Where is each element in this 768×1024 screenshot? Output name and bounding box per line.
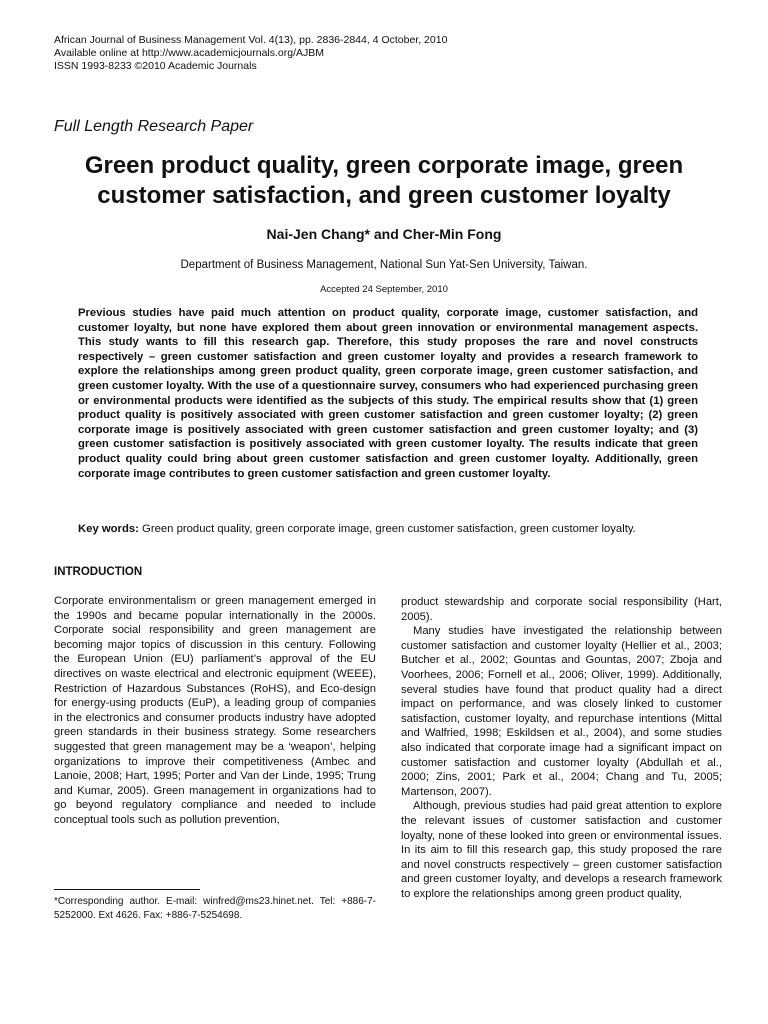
- keywords-label: Key words:: [78, 523, 139, 535]
- right-column: [401, 595, 722, 901]
- paper-title: Green product quality, green corporate image, green customer satisfaction, and green customer loyalty: [84, 152, 684, 209]
- body-paragraph: Corporate environmentalism or green management emerged in the 1990s and became popular internationally in the 2000s. Corporate social responsibility and green management are becoming major topics of discussion in this century. Following the European Union (EU) parliament’s approval of the EU directives on waste electrical and electronic equipment (WEEE), Restriction of Hazardous Substances (RoHS), and Eco-design for energy-using products (EuP), a leading group of companies in the electronics and consumer products industry have adopted green standards in their business strategy. Some researchers suggested that green management may be a ‘weapon’, helping organizations to improve their competitiveness (Ambec and Lanoie, 2008; Hart, 1995; Porter and Van der Linde, 1995; Trung and Kumar, 2005). Green management in organizations had to go beyond regulatory compliance and needed to include conceptual tools such as pollution prevention,: [54, 595, 376, 826]
- corresponding-author-footnote: *Corresponding author. E-mail: winfred@ms23.hinet.net. Tel: +886-7-5252000. Ext 4626. Fax: +886-7-5254698.: [54, 896, 376, 921]
- keywords-text: Green product quality, green corporate image, green customer satisfaction, green customer loyalty.: [138, 523, 636, 535]
- accepted-date: Accepted 24 September, 2010: [320, 284, 448, 295]
- body-paragraph: Many studies have investigated the relationship between customer satisfaction and customer loyalty (Hellier et al., 2003; Butcher et al., 2002; Gountas and Gountas, 2007; Zboja and Voorhees, 2006; Fornell et al., 2006; Oliver, 1999). Additionally, several studies have found that product quality had a direct impact on performance, and was closely linked to customer satisfaction, customer loyalty, and repurchase intentions (Mittal and Walfried, 1998; Eskildsen et al., 2004), and some studies also indicated that corporate image had a significant impact on customer satisfaction and customer loyalty (Abdullah et al., 2000; Zins, 2001; Park et al., 2004; Chang and Tu, 2005; Martenson, 2007).: [401, 625, 722, 798]
- section-heading-introduction: INTRODUCTION: [54, 566, 143, 578]
- keywords: [78, 522, 718, 536]
- left-column: [54, 594, 376, 828]
- journal-header: [54, 34, 714, 73]
- body-paragraph: Although, previous studies had paid great attention to explore the relevant issues of customer satisfaction and customer loyalty, none of these looked into green or environmental issues. In its aim to fill this research gap, this study proposed the rare and novel constructs respectively – green customer satisfaction and green customer loyalty, and develops a research framework to explore the relationships among green product quality,: [401, 800, 722, 900]
- journal-citation: African Journal of Business Management Vol. 4(13), pp. 2836-2844, 4 October, 2010: [54, 34, 448, 46]
- footnote-divider: [54, 889, 200, 890]
- author-list: Nai-Jen Chang* and Cher-Min Fong: [266, 226, 502, 242]
- journal-url: Available online at http://www.academicjournals.org/AJBM: [54, 47, 325, 59]
- journal-issn: ISSN 1993-8233 ©2010 Academic Journals: [54, 60, 257, 72]
- body-paragraph: product stewardship and corporate social responsibility (Hart, 2005).: [401, 596, 722, 623]
- paper-type: Full Length Research Paper: [54, 118, 254, 135]
- abstract: Previous studies have paid much attention on product quality, corporate image, customer satisfaction, and customer loyalty, but none have explored them about green innovation or environmental management aspects. This study wants to fill this research gap. Therefore, this study proposes the rare and novel constructs respectively – green customer satisfaction and green customer loyalty and provides a research framework to explore the relationships among green product quality, green corporate image, green customer satisfaction, and green customer loyalty. With the use of a questionnaire survey, consumers who had experienced purchasing green or environmental products were identified as the subjects of this study. The empirical results show that (1) green product quality is positively associated with green customer satisfaction and green customer loyalty; (2) green corporate image is positively associated with green customer satisfaction and green customer loyalty; and (3) green customer satisfaction is positively associated with green customer loyalty. The results indicate that green product quality could bring about green customer satisfaction and green customer loyalty. Additionally, green corporate image contributes to green customer satisfaction and green customer loyalty.: [78, 307, 698, 480]
- author-affiliation: Department of Business Management, National Sun Yat-Sen University, Taiwan.: [180, 259, 588, 271]
